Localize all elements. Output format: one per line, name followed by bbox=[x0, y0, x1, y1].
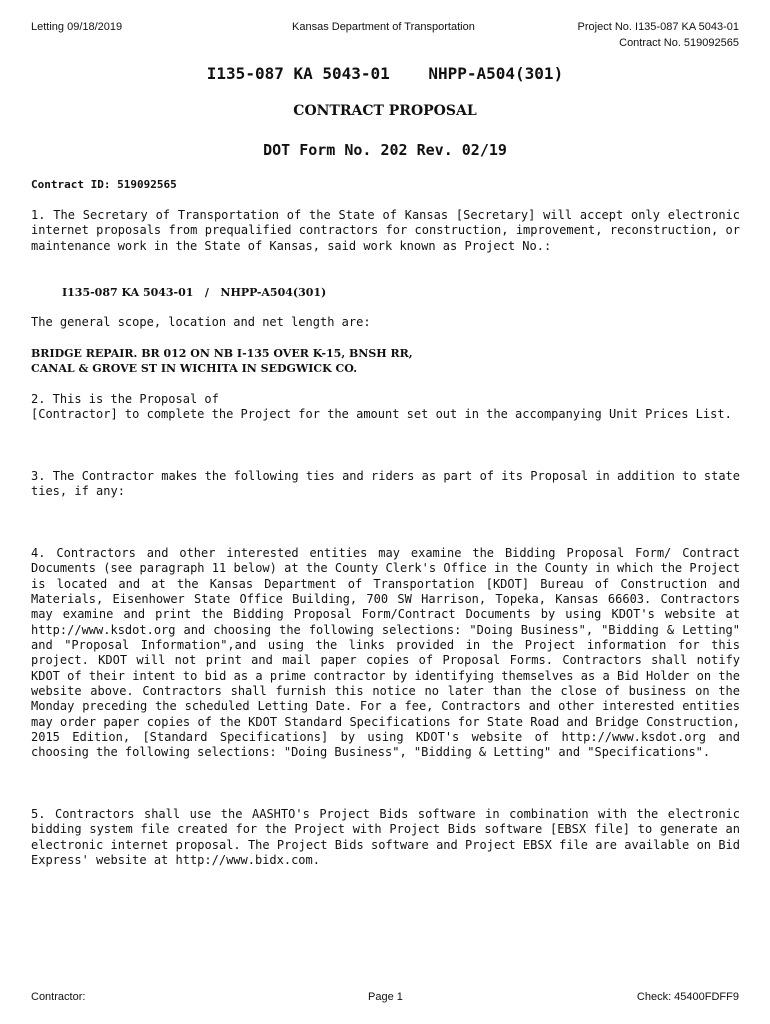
header-project-no: Project No. I135-087 KA 5043-01 bbox=[577, 21, 739, 33]
header-letting: Letting 09/18/2019 bbox=[31, 21, 123, 33]
footer-check: Check: 45400FDFF9 bbox=[636, 991, 739, 1003]
scope-intro: The general scope, location and net length are: bbox=[31, 315, 371, 329]
paragraph-4: 4. Contractors and other interested entities may examine the Bidding Proposal Form/ Contract Documents (see paragraph 11 below) at the County Clerk's Office in the County in which the Project is located and at the Kansas Department of Transportation [KDOT] Bureau of Construction and Materials, Eisenhower State Office Building, 700 SW Harrison, Topeka, Kansas 66603. Contractors may examine and print the Bidding Proposal Form/Contract Documents by using KDOT's website at http://www.ksdot.org and choosing the following selections: "Doing Business", "Bidding & Letting" and "Proposal Information",and using the links provided in the Project information for this project. KDOT will not print and mail paper copies of Proposal Forms. Contractors shall notify KDOT of their intent to bid as a prime contractor by identifying themselves as a Bid Holder on the website above. Contractors shall furnish this notice no later than the close of business on the Monday preceding the scheduled Letting Date. For a fee, Contractors and other interested entities may order paper copies of the KDOT Standard Specifications for State Road and Bridge Construction, 2015 Edition, [Standard Specifications] by using KDOT's website of http://www.ksdot.org and choosing the following selections: "Doing Business", "Bidding & Letting" and "Specifications". bbox=[31, 546, 740, 760]
contract-id-text: Contract ID: 519092565 bbox=[31, 178, 177, 191]
paragraph-2: [Contractor] to complete the Project for the amount set out in the accompanying Unit Prices List. bbox=[31, 407, 732, 421]
paragraph-1: 1. The Secretary of Transportation of the State of Kansas [Secretary] will accept only electronic internet proposals from prequalified contractors for construction, improvement, reconstruction, or maintenance work in the State of Kansas, said work known as Project No.: bbox=[31, 208, 740, 253]
header-agency: Kansas Department of Transportation bbox=[292, 21, 475, 33]
paragraph-3: 3. The Contractor makes the following ties and riders as part of its Proposal in addition to state ties, if any: bbox=[31, 469, 740, 499]
header-contract-no: Contract No. 519092565 bbox=[619, 37, 739, 49]
footer-page: Page 1 bbox=[368, 991, 403, 1003]
title-project-text: I135-087 KA 5043-01 NHPP-A504(301) bbox=[206, 64, 564, 83]
contract-id bbox=[31, 177, 740, 192]
scope-line-1: BRIDGE REPAIR. BR 012 ON NB I-135 OVER K-15, BNSH RR, bbox=[31, 347, 413, 360]
paragraph-2-line-1: 2. This is the Proposal of bbox=[31, 392, 219, 406]
footer-contractor: Contractor: bbox=[31, 991, 86, 1003]
project-ids bbox=[62, 285, 770, 300]
title-dot-form: DOT Form No. 202 Rev. 02/19 bbox=[263, 141, 507, 159]
title-project-line bbox=[0, 64, 770, 83]
paragraph-5: 5. Contractors shall use the AASHTO's Project Bids software in combination with the electronic bidding system file created for the Project with Project Bids software [EBSX file] to generate an electronic internet proposal. The Project Bids software and Project EBSX file are available on Bid Express' website at http://www.bidx.com. bbox=[31, 807, 740, 868]
scope-line-2: CANAL & GROVE ST IN WICHITA IN SEDGWICK CO. bbox=[31, 362, 358, 375]
title-contract-proposal: CONTRACT PROPOSAL bbox=[293, 103, 477, 119]
project-ids-text: I135-087 KA 5043-01 / NHPP-A504(301) bbox=[62, 286, 327, 299]
